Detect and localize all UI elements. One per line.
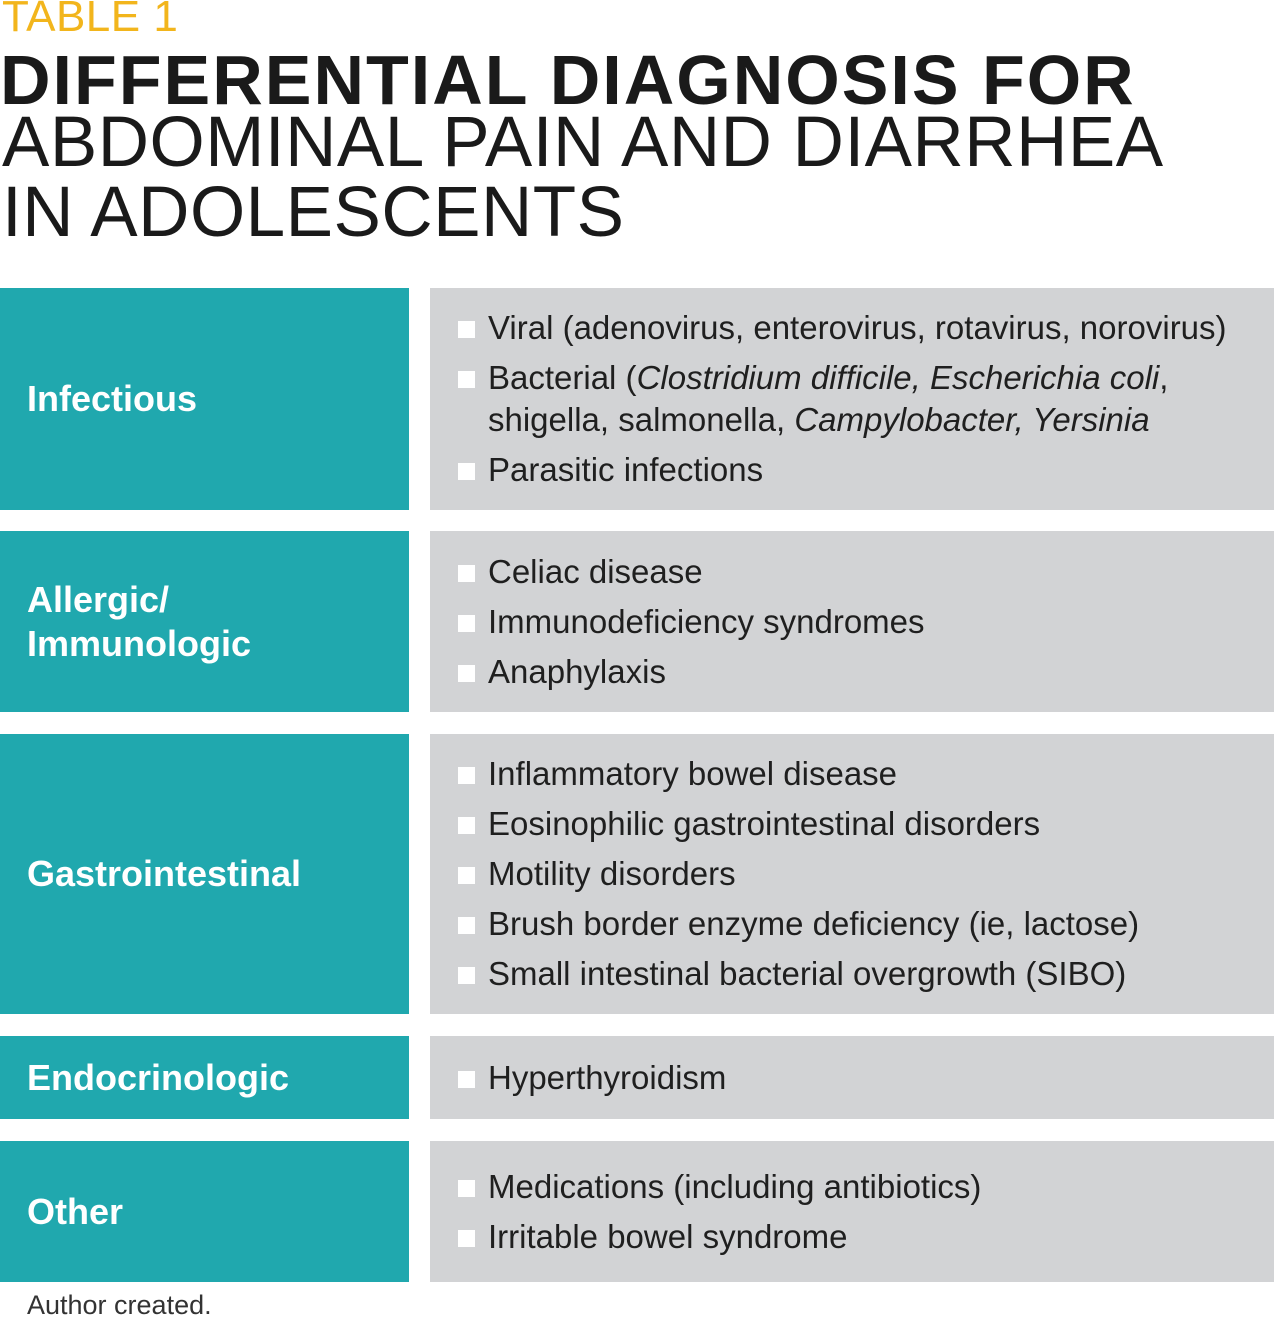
list-item <box>458 601 1264 643</box>
table-row <box>0 734 1274 1014</box>
table-row <box>0 531 1274 712</box>
list-item <box>458 803 1264 845</box>
category-cell <box>0 288 409 510</box>
category-cell <box>0 1141 409 1282</box>
list-item <box>458 953 1264 995</box>
square-bullet-icon <box>458 665 475 682</box>
item-text: Eosinophilic gastrointestinal disorders <box>488 805 1041 842</box>
category-label: Other <box>27 1190 124 1232</box>
square-bullet-icon <box>458 463 475 480</box>
source-note: Author created. <box>27 1290 212 1320</box>
square-bullet-icon <box>458 767 475 784</box>
table-row <box>0 1141 1274 1282</box>
square-bullet-icon <box>458 867 475 884</box>
italic-text: Campylobacter, Yersinia <box>794 401 1150 438</box>
list-item <box>458 651 1264 693</box>
table-title-bold: DIFFERENTIAL DIAGNOSIS FOR <box>0 41 1136 119</box>
square-bullet-icon <box>458 1071 475 1088</box>
item-text: Brush border enzyme deficiency (ie, lactose) <box>488 905 1140 942</box>
list-item <box>458 853 1264 895</box>
list-item <box>458 1166 1264 1208</box>
items-cell <box>430 1141 1274 1282</box>
list-item <box>458 449 1264 491</box>
table-row <box>0 1036 1274 1119</box>
list-item <box>458 903 1264 945</box>
list-item <box>458 1216 1264 1258</box>
list-item <box>458 551 1264 593</box>
item-text: Parasitic infections <box>488 451 764 488</box>
item-text: Medications (including antibiotics) <box>488 1167 982 1205</box>
item-text: Bacterial ( <box>488 359 637 396</box>
items-cell <box>430 734 1274 1014</box>
items-cell <box>430 1036 1274 1119</box>
item-text: Hyperthyroidism <box>488 1058 727 1096</box>
square-bullet-icon <box>458 917 475 934</box>
list-item <box>458 753 1264 795</box>
item-text: Celiac disease <box>488 552 703 590</box>
items-cell <box>430 288 1274 510</box>
category-cell <box>0 734 409 1014</box>
category-label: Endocrinologic <box>27 1056 290 1098</box>
item-text: Irritable bowel syndrome <box>488 1217 848 1255</box>
list-item <box>458 1057 1264 1099</box>
square-bullet-icon <box>458 321 475 338</box>
item-text: Motility disorders <box>488 855 736 892</box>
item-text: Immunodeficiency syndromes <box>488 602 925 640</box>
item-text: Anaphylaxis <box>488 652 666 690</box>
item-text: Inflammatory bowel disease <box>488 755 898 792</box>
items-cell <box>430 531 1274 712</box>
category-cell <box>0 1036 409 1119</box>
italic-text: Clostridium difficile, Escherichia coli <box>636 359 1160 396</box>
category-label: Gastrointestinal <box>27 853 302 894</box>
item-text: Viral (adenovirus, enterovirus, rotavirus, norovirus) <box>488 309 1227 346</box>
item-text: Small intestinal bacterial overgrowth (SIBO) <box>488 955 1127 992</box>
category-label: Allergic/ Immunologic <box>27 578 251 664</box>
table-row <box>0 288 1274 510</box>
square-bullet-icon <box>458 1180 475 1197</box>
square-bullet-icon <box>458 1230 475 1247</box>
list-item <box>458 307 1264 349</box>
square-bullet-icon <box>458 967 475 984</box>
category-cell <box>0 531 409 712</box>
square-bullet-icon <box>458 565 475 582</box>
square-bullet-icon <box>458 817 475 834</box>
item-text: , shigella, salmonella, <box>488 359 1169 438</box>
list-item <box>458 357 1264 441</box>
table-title-light: ABDOMINAL PAIN AND DIARRHEA IN ADOLESCENTS <box>2 103 1160 252</box>
square-bullet-icon <box>458 615 475 632</box>
square-bullet-icon <box>458 371 475 388</box>
category-label: Infectious <box>27 378 198 419</box>
table-label: TABLE 1 <box>2 0 179 41</box>
